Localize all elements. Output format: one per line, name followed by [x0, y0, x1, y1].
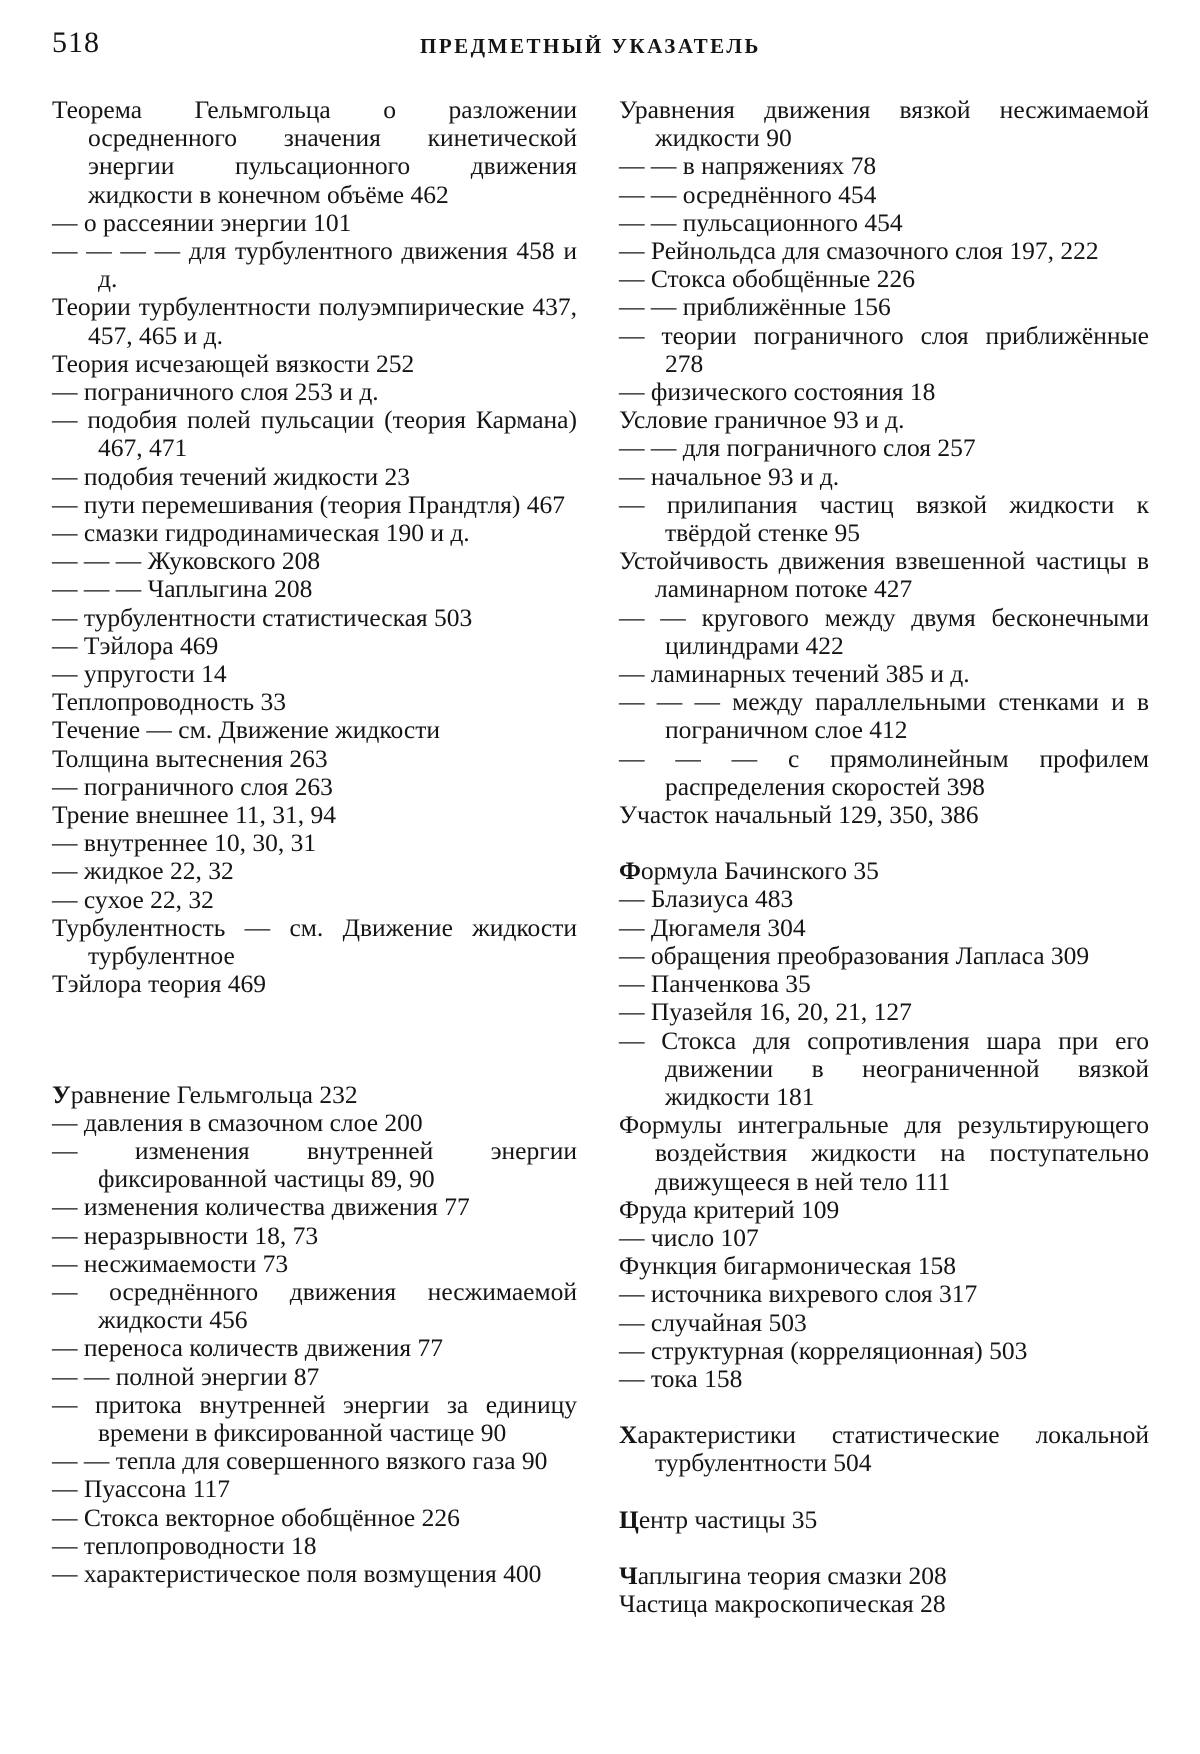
- index-subentry: — давления в смазочном слое 200: [52, 1107, 423, 1137]
- index-subentry: — — — между параллельными стенками и в пограничном слое 412: [619, 687, 1149, 745]
- index-subentry: — — тепла для совершенного вязкого газа 90: [52, 1446, 548, 1476]
- index-entry: Теория исчезающей вязкости 252: [52, 348, 415, 378]
- index-subentry: — начальное 93 и д.: [619, 461, 840, 491]
- index-subentry: — Дюгамеля 304: [619, 912, 806, 942]
- index-subentry: — упругости 14: [52, 659, 227, 689]
- index-entry: Теории турбулентности полуэмпирические 437, 457, 465 и д.: [52, 292, 577, 350]
- index-subentry: — — полной энергии 87: [52, 1361, 320, 1391]
- index-subentry: — прилипания частиц вязкой жидкости к твёрдой стенке 95: [619, 489, 1149, 548]
- index-subentry: — Стокса обобщённые 226: [619, 264, 915, 294]
- index-subentry: — Блазиуса 483: [619, 884, 794, 914]
- index-subentry: — физического состояния 18: [619, 377, 936, 407]
- index-entry: Турбулентность — см. Движение жидкости турбулентное: [52, 912, 577, 971]
- index-subentry: — — — — для турбулентного движения 458 и д.: [52, 236, 577, 294]
- index-subentry: — Стокса векторное обобщённое 226: [52, 1502, 460, 1532]
- index-subentry: — о рассеянии энергии 101: [52, 207, 352, 237]
- index-subentry: — Стокса для сопротивления шара при его движении в неограниченной вязкой жидкости 181: [619, 1025, 1149, 1111]
- index-subentry: — тока 158: [619, 1363, 743, 1393]
- index-subentry: — — приближённые 156: [619, 292, 891, 322]
- index-subentry: — внутреннее 10, 30, 31: [52, 828, 317, 858]
- index-subentry: — — осреднённого 454: [619, 179, 877, 209]
- index-subentry: — подобия течений жидкости 23: [52, 461, 410, 491]
- index-subentry: — теплопроводности 18: [52, 1530, 317, 1560]
- index-entry: Частица макроскопическая 28: [619, 1588, 946, 1618]
- index-subentry: — Рейнольдса для смазочного слоя 197, 222: [619, 236, 1099, 266]
- index-column-left: [52, 96, 577, 1588]
- index-subentry: — переноса количеств движения 77: [52, 1333, 443, 1363]
- index-entry: Уравнение Гельмгольца 232: [52, 1079, 358, 1109]
- index-entry: Устойчивость движения взвешенной частицы в ламинарном потоке 427: [619, 546, 1149, 604]
- index-entry: Участок начальный 129, 350, 386: [619, 800, 979, 830]
- index-entry: Характеристики статистические локальной турбулентности 504: [619, 1420, 1149, 1478]
- index-subentry: — подобия полей пульсации (теория Кармана) 467, 471: [52, 405, 577, 463]
- index-entry: Тэйлора теория 469: [52, 969, 267, 999]
- index-subentry: — случайная 503: [619, 1307, 807, 1337]
- index-subentry: — — — Чаплыгина 208: [52, 574, 313, 604]
- index-subentry: — Пуазейля 16, 20, 21, 127: [619, 997, 912, 1027]
- index-entry: Условие граничное 93 и д.: [619, 405, 905, 435]
- index-subentry: — ламинарных течений 385 и д.: [619, 659, 970, 689]
- index-subentry: — структурная (корреляционная) 503: [619, 1335, 1028, 1365]
- index-subentry: — осреднённого движения несжимаемой жидкости 456: [52, 1276, 577, 1335]
- index-entry: Уравнения движения вязкой несжимаемой жидкости 90: [619, 95, 1149, 153]
- index-subentry: — — для пограничного слоя 257: [619, 433, 976, 463]
- index-subentry: — пути перемешивания (теория Прандтля) 467: [52, 489, 566, 519]
- index-subentry: — пограничного слоя 253 и д.: [52, 377, 379, 407]
- index-subentry: — — — Жуковского 208: [52, 546, 321, 576]
- index-subentry: — Тэйлора 469: [52, 630, 219, 660]
- index-entry: Трение внешнее 11, 31, 94: [52, 800, 337, 830]
- index-subentry: — неразрывности 18, 73: [52, 1220, 319, 1250]
- index-subentry: — число 107: [619, 1222, 759, 1252]
- index-subentry: — Панченкова 35: [619, 969, 811, 999]
- index-subentry: — Пуассона 117: [52, 1474, 231, 1504]
- index-subentry: — изменения количества движения 77: [52, 1192, 470, 1222]
- index-subentry: — пограничного слоя 263: [52, 771, 333, 801]
- index-entry: Теорема Гельмгольца о разложении осредненного значения кинетической энергии пульсационного движения жидкости в конечном объёме 462: [52, 95, 577, 209]
- index-subentry: — изменения внутренней энергии фиксированной частицы 89, 90: [52, 1135, 577, 1194]
- index-subentry: — сухое 22, 32: [52, 884, 214, 914]
- index-subentry: — — пульсационного 454: [619, 207, 903, 237]
- index-subentry: — несжимаемости 73: [52, 1248, 289, 1278]
- index-subentry: — теории пограничного слоя приближённые 278: [619, 320, 1149, 378]
- index-subentry: — характеристическое поля возмущения 400: [52, 1558, 542, 1588]
- index-subentry: — обращения преобразования Лапласа 309: [619, 940, 1090, 970]
- index-entry: Формула Бачинского 35: [619, 856, 879, 886]
- running-head: ПРЕДМЕТНЫЙ УКАЗАТЕЛЬ: [420, 34, 761, 58]
- index-subentry: — — в напряжениях 78: [619, 151, 877, 181]
- index-subentry: — источника вихревого слоя 317: [619, 1279, 978, 1309]
- index-subentry: — притока внутренней энергии за единицу времени в фиксированной частице 90: [52, 1389, 577, 1447]
- index-column-right: [619, 96, 1149, 1618]
- index-entry: Толщина вытеснения 263: [52, 743, 328, 773]
- index-entry: Центр частицы 35: [619, 1504, 818, 1534]
- index-entry: Формулы интегральные для результирующего воздействия жидкости на поступательно движущееся в ней тело 111: [619, 1110, 1149, 1196]
- index-entry: Функция бигармоническая 158: [619, 1251, 957, 1281]
- index-subentry: — турбулентности статистическая 503: [52, 602, 473, 632]
- index-entry: Течение — см. Движение жидкости: [52, 715, 440, 745]
- index-entry: Теплопроводность 33: [52, 687, 287, 717]
- index-subentry: — — кругового между двумя бесконечными цилиндрами 422: [619, 602, 1149, 660]
- page-number: 518: [52, 26, 100, 59]
- index-entry: Фруда критерий 109: [619, 1194, 840, 1224]
- index-subentry: — смазки гидродинамическая 190 и д.: [52, 518, 470, 548]
- index-subentry: — — — с прямолинейным профилем распределения скоростей 398: [619, 743, 1149, 801]
- index-entry: Чаплыгина теория смазки 208: [619, 1560, 947, 1590]
- index-subentry: — жидкое 22, 32: [52, 856, 234, 886]
